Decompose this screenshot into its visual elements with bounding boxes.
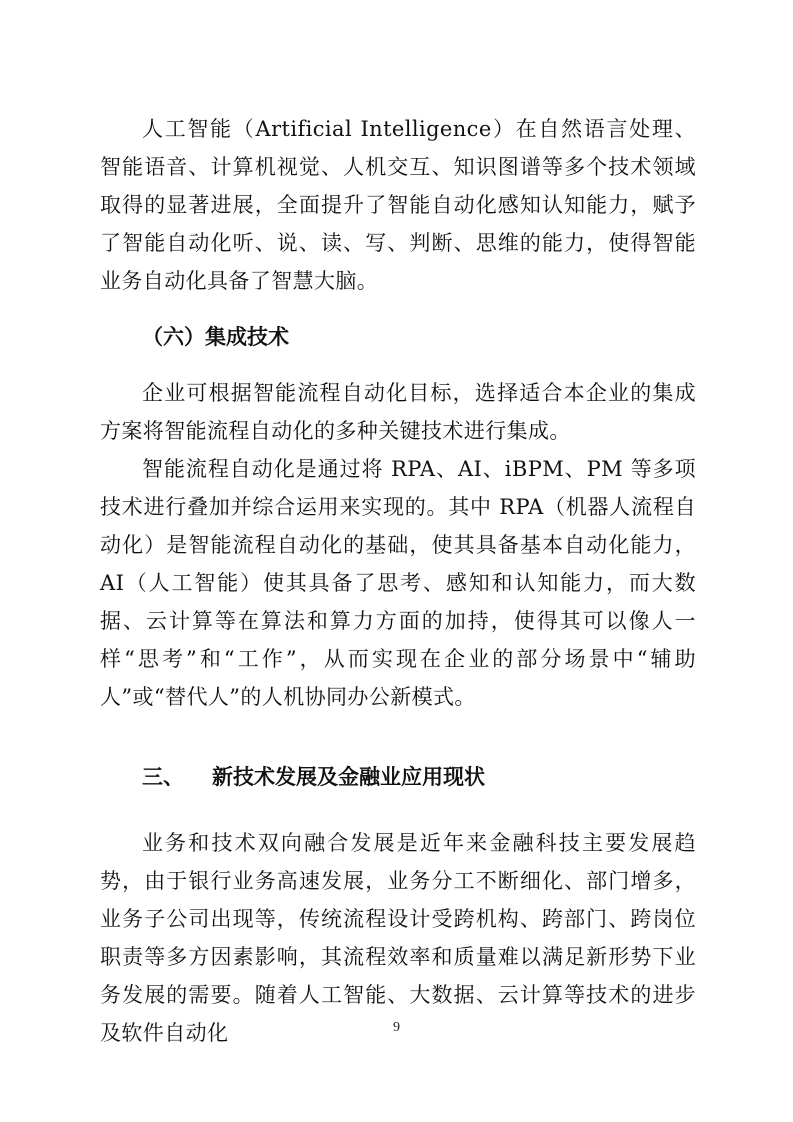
section-heading-new-tech (100, 758, 696, 796)
section-title: 新技术发展及金融业应用现状 (212, 765, 485, 789)
paragraph-ai-intro: 人工智能（Artificial Intelligence）在自然语言处理、智能语音、计算机视觉、人机交互、知识图谱等多个技术领域取得的显著进展，全面提升了智能自动化感知认知能力，赋予了智能自动化听、说、读、写、判断、思维的能力，使得智能业务自动化具备了智慧大脑。 (100, 117, 696, 293)
paragraph-integration-1: 企业可根据智能流程自动化目标，选择适合本企业的集成方案将智能流程自动化的多种关键技术进行集成。 (100, 381, 696, 443)
paragraph-integration-2: 智能流程自动化是通过将 RPA、AI、iBPM、PM 等多项技术进行叠加并综合运用来实现的。其中 RPA（机器人流程自动化）是智能流程自动化的基础，使其具备基本自动化能力，AI（人工智能）使其具备了思考、感知和认知能力，而大数据、云计算等在算法和算力方面的加持，使得其可以像人一样“思考”和“工作”，从而实现在企业的部分场景中“辅助人”或“替代人”的人机协同办公新模式。 (100, 457, 696, 709)
section-number: 三、 (142, 765, 184, 789)
section-heading-integration: （六）集成技术 (142, 325, 289, 349)
page-number: 9 (393, 1020, 400, 1035)
paragraph-new-tech-1: 业务和技术双向融合发展是近年来金融科技主要发展趋势，由于银行业务高速发展，业务分工不断细化、部门增多，业务子公司出现等，传统流程设计受跨机构、跨部门、跨岗位职责等多方因素影响，其流程效率和质量难以满足新形势下业务发展的需要。随着人工智能、大数据、云计算等技术的进步及软件自动化 (100, 831, 696, 1045)
page-content (100, 110, 696, 1052)
